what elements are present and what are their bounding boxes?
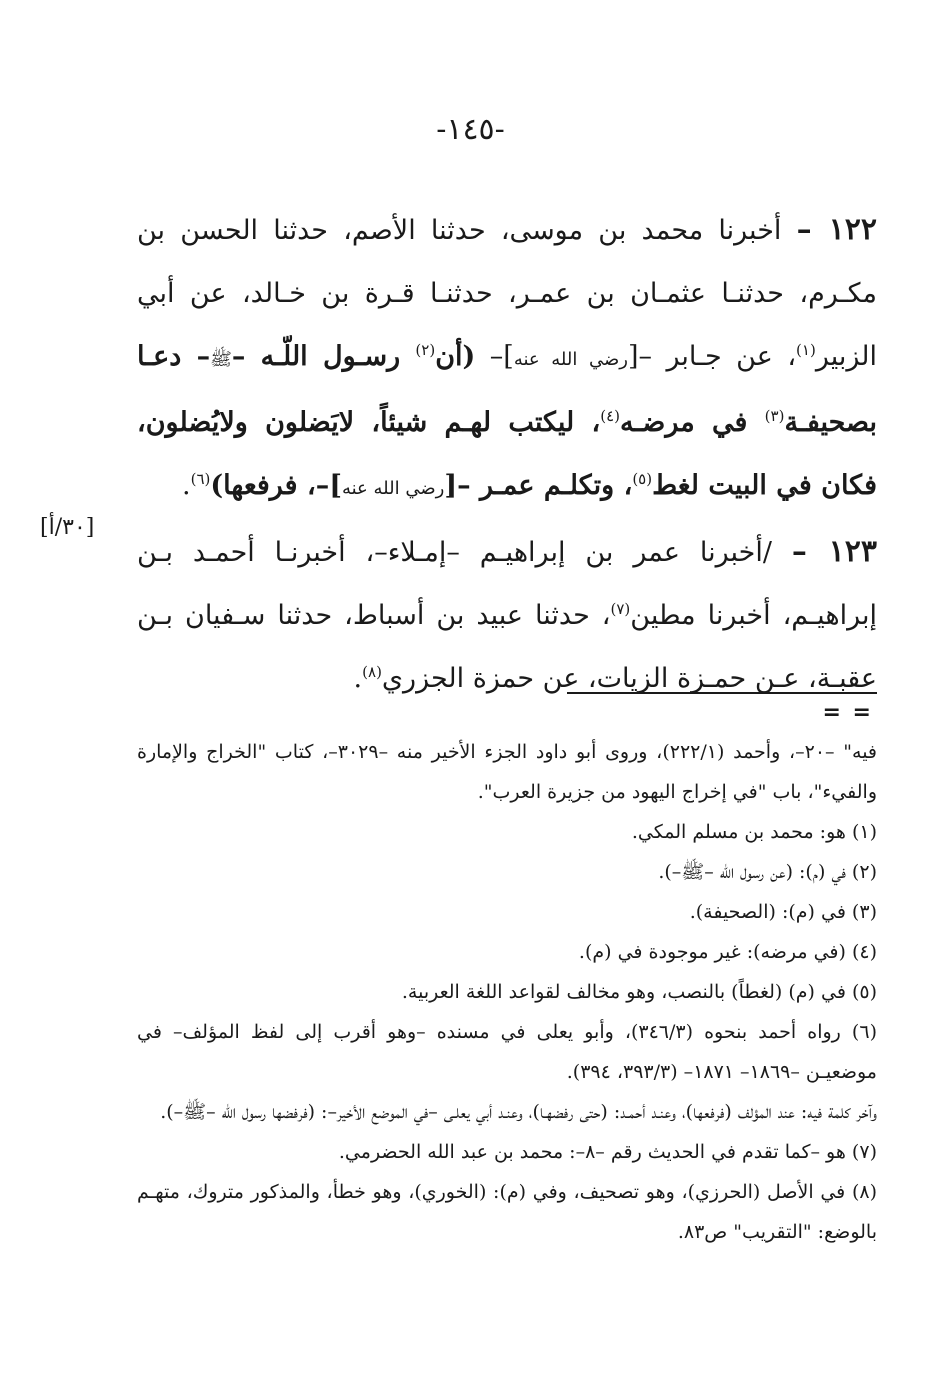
footnote-6: (٦) رواه أحمد بنحوه (٣٤٦/٣)، وأبو يعلى في مسنده –وهو أقرب إلى لفظ المؤلف– في موضعيـن –١٨٦٩– ١٨٧١– (٣٩٣/٣، ٣٩٤). [137,1021,877,1083]
hadith-text: /أخبرنا عمر بن إبراهيـم –إمـلاء–، أخبرنـا أحمـد بـن إبراهيـم، أخبرنا مطين [137,537,877,631]
footnote-ref: (٢) [415,341,436,359]
continuation-mark: = = [822,700,873,725]
margin-folio-reference: [٣٠/أ] [40,515,95,540]
footnote-2: (٢) في (م): (عن رسول الله –ﷺ–). [658,861,877,883]
honorific-glyph: رضي الله عنه [513,349,628,370]
hadith-matn: ، وتكلـم عمـر –[ [444,470,633,501]
footnote-separator [567,692,877,694]
hadith-text: . [353,663,363,694]
page-number: -١٤٥- [436,112,505,147]
footnote-4: (٤) (في مرضه): غير موجودة في (م). [578,941,877,963]
footnote-7: (٧) هو –كما تقدم في الحديث رقم –٨–: محمد بن عبد الله الحضرمي. [338,1141,877,1163]
footnote-1: (١) هو: محمد بن مسلم المكي. [631,821,877,843]
hadith-text: أخبرنا محمد بن موسى، حدثنا الأصم، حدثنا الحسن بن مكـرم، حدثنـا عثمـان بن عمـر، حدثنـا قـرة بن خـالد، عن أبي الزبير [137,215,878,372]
hadith-matn: ، ليكتب لهـم شيئاً، لايَضلون ولايُضلون، فكان في البيت لغط [137,407,877,501]
hadith-text: ، عن جـابر –[ [627,341,797,372]
honorific-glyph: رضي الله عنه [341,478,445,499]
footnote-ref: (١) [796,341,816,359]
main-text [137,198,877,710]
footnote-3: (٣) في (م): (الصحيفة). [689,901,877,923]
hadith-number: ١٢٣ – [791,534,877,569]
footnote-5: (٥) في (م) (لغطاً) بالنصب، وهو مخالف لقواعد اللغة العربية. [401,981,877,1003]
hadith-text: . [182,470,191,501]
hadith-number: ١٢٢ – [796,212,877,247]
footnote-ref: (٤) [600,407,621,425]
hadith-text: ، حدثنا عبيد بن أسباط، حدثنا سـفيان بـن عقبـة، عـن حمـزة الزيات، عن حمزة الجزري [137,600,877,694]
footnote-6-continued: وآخر كلمة فيه: عند المؤلف (فرفعها)، وعنـد أحمـد: (حتى رفضهـا)، وعنـد أبي يعلـى –في الموضع الأخير–: (فرفضها رسول الله –ﷺ–). [160,1101,877,1123]
hadith-matn: رسـول اللّـه – [231,341,416,372]
footnote-continuation: فيه" –٢٠–، وأحمد (٢٢٢/١)، وروى أبو داود الجزء الأخير منه –٣٠٢٩–، كتاب "الخراج والإمارة والفيء"، باب "في إخراج اليهود من جزيرة العرب". [137,741,878,803]
hadith-matn: – دعـا بصحيفـة [137,341,877,438]
footnote-8: (٨) في الأصل (الحرزي)، وهو تصحيف، وفي (م): (الخوري)، وهو خطأ، والمذكور متروك، متهـم بالوضع: "التقريب" ص٨٣. [137,1181,877,1243]
hadith-122 [137,198,877,520]
footnote-ref: (٦) [190,470,211,488]
honorific-glyph: ﷺ [210,349,232,370]
hadith-text: ]– [475,341,514,372]
hadith-matn: (أن [435,341,476,372]
footnote-ref: (٨) [362,663,382,681]
hadith-123 [137,520,877,710]
footnote-ref: (٥) [632,470,653,488]
hadith-matn: في مرضـه [620,407,765,438]
hadith-matn: ]–، فرفعها) [210,470,342,501]
footnotes [137,732,877,1252]
footnote-ref: (٧) [610,600,631,618]
footnote-ref: (٣) [764,407,785,425]
